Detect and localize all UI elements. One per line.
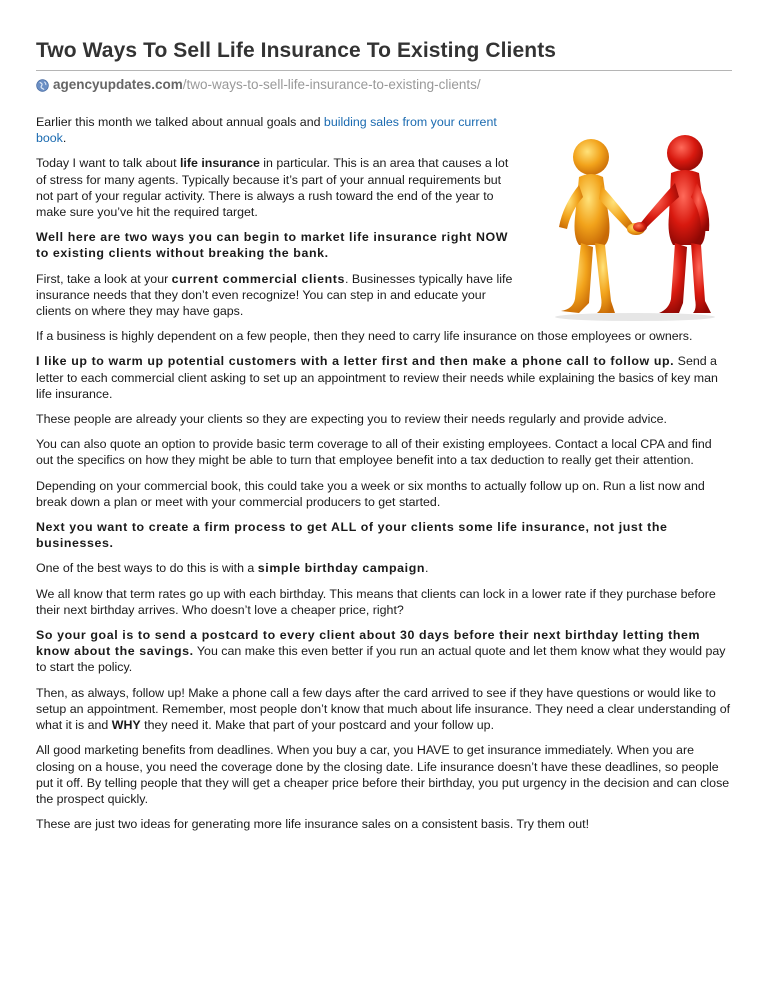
title-divider: [36, 70, 732, 71]
source-url: [36, 76, 732, 94]
paragraph-13: So your goal is to send a postcard to every client about 30 days before their next birthday letting them know about the savings. You can make this even better if you run an actual quote and let them know what they would pay to start the policy.: [36, 628, 726, 675]
paragraph-9: Depending on your commercial book, this could take you a week or six months to actually follow up on. Run a list now and break down a plan or meet with your commercial producers to get started.: [36, 478, 705, 509]
paragraph-1: Earlier this month we talked about annual goals and building sales from your current book.: [36, 115, 497, 146]
handshake-figures-icon: [539, 127, 732, 323]
paragraph-2: Today I want to talk about life insurance in particular. This is an area that causes a lot of stress for many agents. Typically because it’s part of your annual requirements but not part of your regular activity. There is always a rush toward the end of the year to make sure you’ve hit the required target.: [36, 156, 509, 220]
globe-icon: [36, 79, 49, 92]
paragraph-3: Well here are two ways you can begin to market life insurance right NOW to existing clients without breaking the bank.: [36, 230, 509, 261]
source-path[interactable]: /two-ways-to-sell-life-insurance-to-existing-clients/: [182, 77, 481, 92]
paragraph-7: These people are already your clients so they are expecting you to review their needs regularly and provide advice.: [36, 412, 667, 427]
page-title: Two Ways To Sell Life Insurance To Existing Clients: [36, 39, 557, 62]
paragraph-5: If a business is highly dependent on a few people, then they need to carry life insurance on those employees or owners.: [36, 329, 693, 344]
paragraph-8: You can also quote an option to provide basic term coverage to all of their existing employees. Contact a local CPA and find out the specifics on how they might be able to turn that employee benefit into a tax deduction to really get their attention.: [36, 437, 712, 468]
paragraph-15: All good marketing benefits from deadlines. When you buy a car, you HAVE to get insurance immediately. When you are closing on a house, you need the coverage done by the closing date. Life insurance doesn’t have these deadlines, so people put it off. By telling people that they will get a cheaper price before their birthday, you put urgency in the decision and can close the prospect quickly.: [36, 743, 730, 806]
paragraph-11: One of the best ways to do this is with a simple birthday campaign.: [36, 561, 429, 576]
paragraph-6: I like up to warm up potential customers with a letter first and then make a phone call to follow up. Send a letter to each commercial client asking to set up an appointment to review their needs while explaining the basics of key man life insurance.: [36, 354, 718, 401]
paragraph-10: Next you want to create a firm process to get ALL of your clients some life insurance, not just the businesses.: [36, 520, 668, 551]
source-host[interactable]: agencyupdates.com: [53, 77, 183, 92]
paragraph-14: Then, as always, follow up! Make a phone call a few days after the card arrived to see if they have questions or would like to setup an appointment. Remember, most people don’t know that much about life insurance. They need a clear understanding of what it is and WHY they need it. Make that part of your postcard and your follow up.: [36, 685, 731, 733]
paragraph-16: These are just two ideas for generating more life insurance sales on a consistent basis. Try them out!: [36, 817, 590, 832]
article: [36, 36, 732, 841]
paragraph-12: We all know that term rates go up with each birthday. This means that clients can lock in a lower rate if they purchase before their next birthday arrives. Who doesn’t love a cheaper price, right?: [36, 586, 716, 617]
building-sales-link[interactable]: building sales from your current book: [36, 115, 497, 146]
paragraph-4: First, take a look at your current commercial clients. Businesses typically have life insurance needs that they don’t even recognize! You can step in and educate your clients on where they may have gaps.: [36, 271, 513, 319]
